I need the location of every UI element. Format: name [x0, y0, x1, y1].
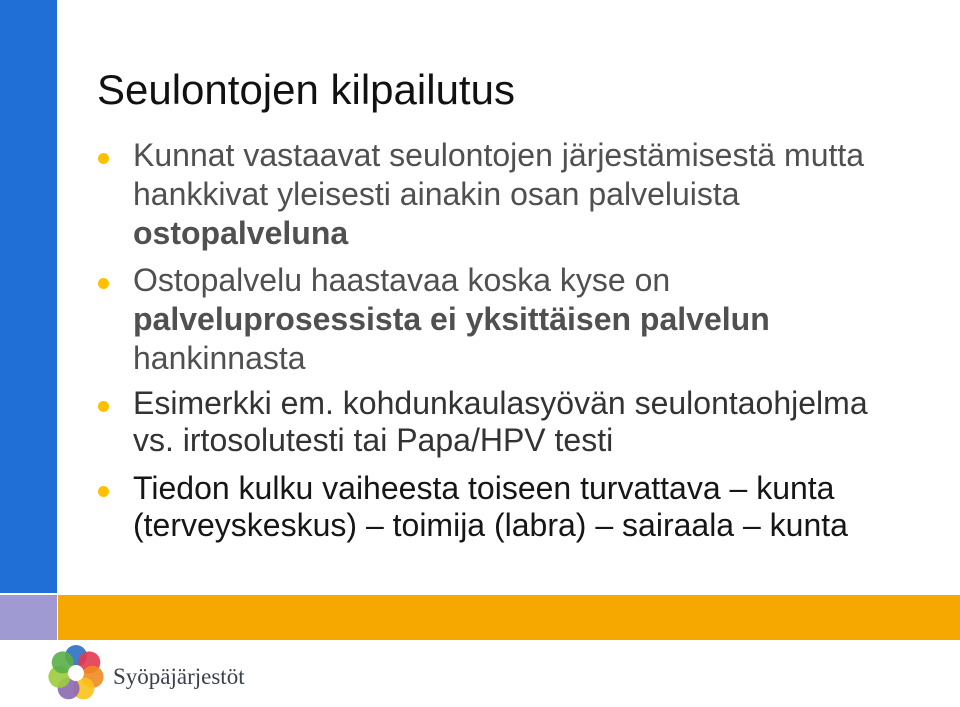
bullet-item-1: [133, 136, 864, 253]
bullet-line-emphasis: palveluprosessista ei yksittäisen palvelun: [133, 301, 770, 337]
corner-accent-block: [0, 595, 57, 640]
bullet-line: Esimerkki em. kohdunkaulasyövän seulontaohjelma: [133, 385, 868, 421]
bullet-line: (terveyskeskus) – toimija (labra) – sairaala – kunta: [133, 507, 848, 543]
left-accent-bar: [0, 0, 57, 593]
bullet-line-emphasis: ostopalveluna: [133, 215, 349, 251]
bullet-dot-icon: [98, 486, 109, 497]
bullet-item-3: [133, 385, 868, 459]
flower-ring-logo-icon: [44, 641, 108, 705]
slide-title: Seulontojen kilpailutus: [97, 66, 515, 113]
bullet-dot-icon: [98, 401, 109, 412]
bullet-line: hankkivat yleisesti ainakin osan palveluista: [133, 176, 740, 212]
bottom-accent-bar: [58, 595, 960, 640]
logo-wordmark: Syöpäjärjestöt: [113, 664, 245, 689]
bullet-line: Tiedon kulku vaiheesta toiseen turvattava – kunta: [133, 470, 835, 506]
bullet-line: hankinnasta: [133, 340, 306, 376]
bullet-item-2: [133, 261, 770, 378]
bullet-dot-icon: [98, 278, 109, 289]
logo-center: [68, 665, 84, 681]
bullet-item-4: [133, 470, 848, 544]
bullet-line: Kunnat vastaavat seulontojen järjestämisestä mutta: [133, 137, 865, 173]
bullet-line: Ostopalvelu haastavaa koska kyse on: [133, 262, 671, 298]
bullet-line: vs. irtosolutesti tai Papa/HPV testi: [133, 422, 614, 458]
bullet-dot-icon: [98, 153, 109, 164]
